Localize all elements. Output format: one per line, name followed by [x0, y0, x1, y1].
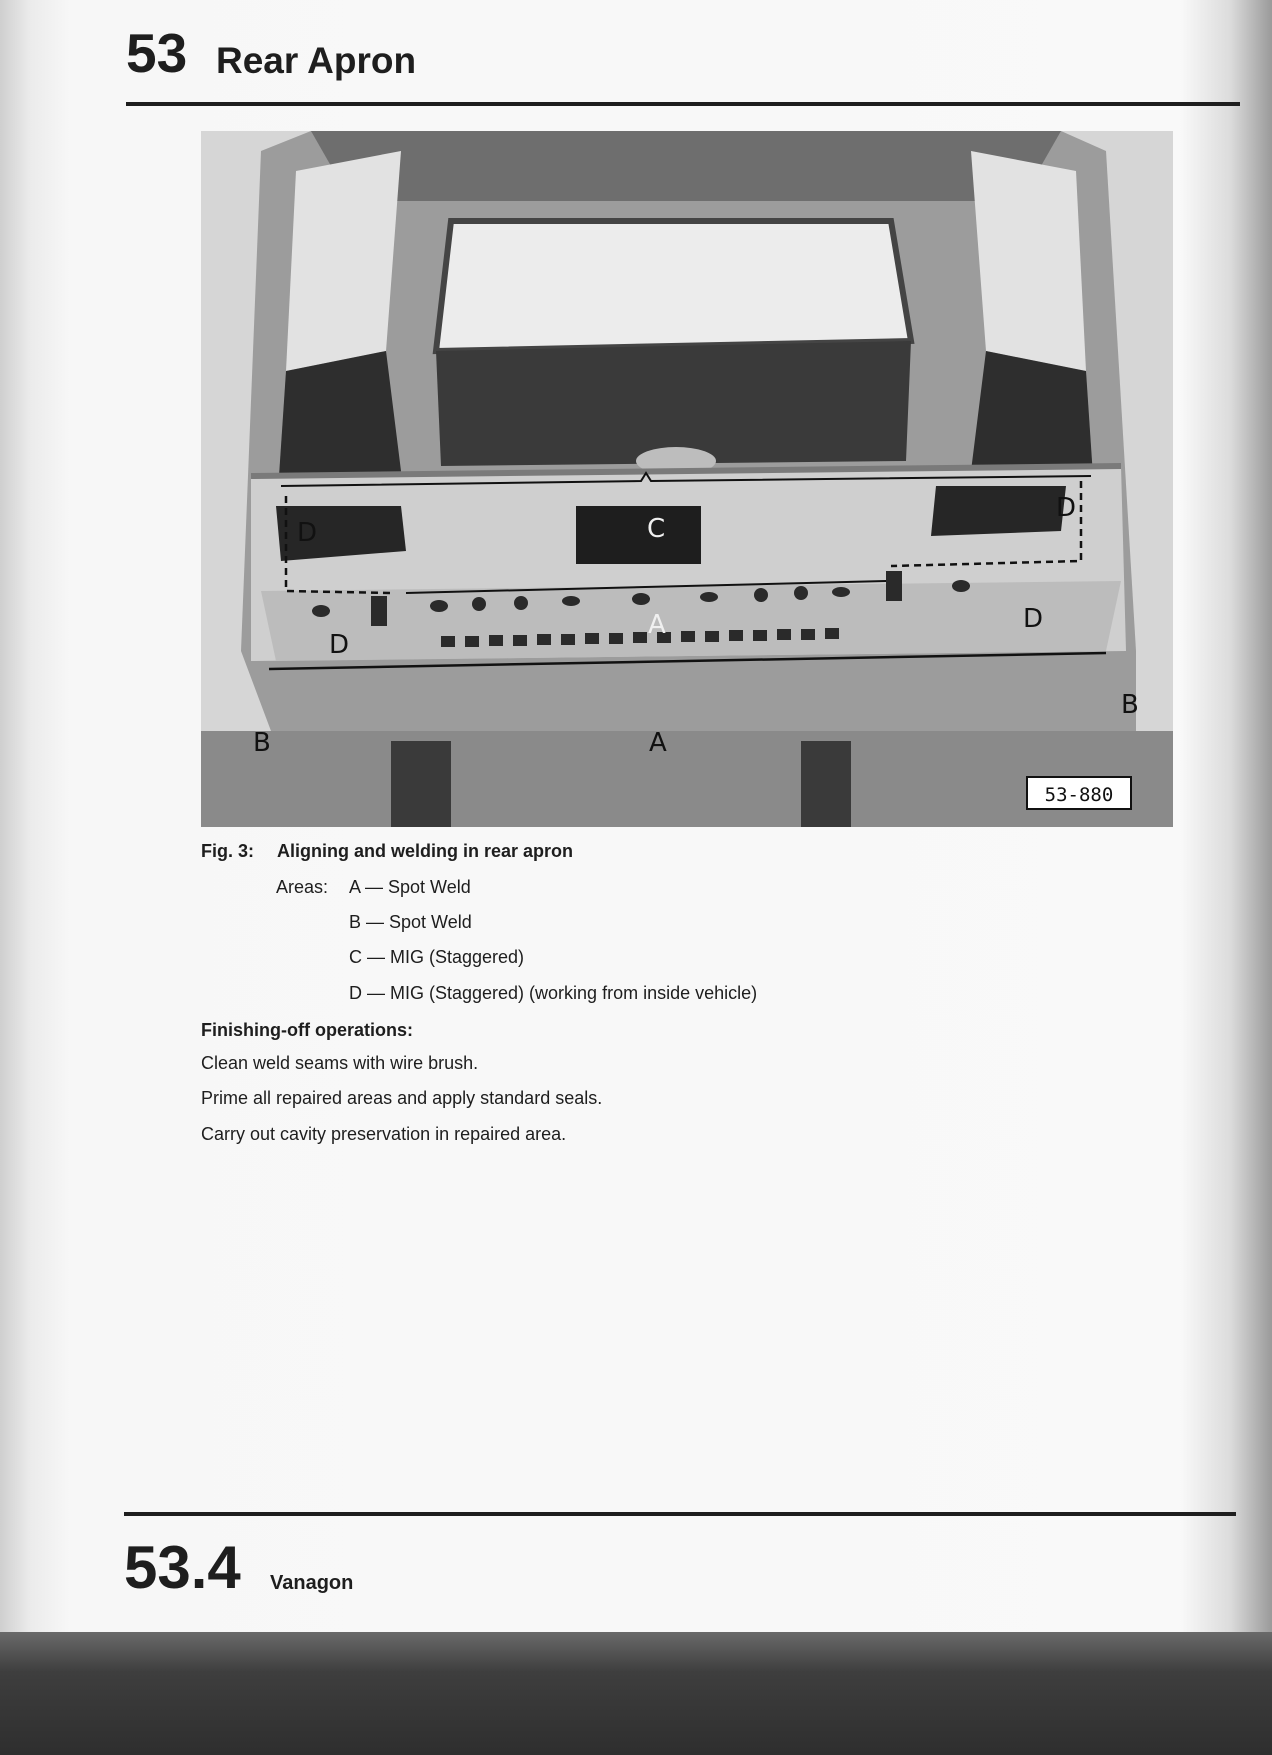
model-name: Vanagon: [270, 1572, 354, 1594]
label-a-upper: A: [648, 610, 666, 640]
label-a-lower: A: [649, 728, 667, 758]
photo-code: 53-880: [1044, 784, 1114, 806]
finishing-heading: Finishing-off operations:: [201, 1020, 413, 1040]
section-number: 53: [126, 22, 188, 84]
label-d-lower-left: D: [329, 630, 350, 660]
scan-background: [0, 1632, 1272, 1755]
areas-label: Areas:: [276, 877, 329, 897]
footer-rule: [124, 1512, 1236, 1516]
finishing-step: Carry out cavity preservation in repaired area.: [201, 1124, 567, 1144]
area-item: B — Spot Weld: [349, 912, 472, 932]
area-item: C — MIG (Staggered): [349, 947, 525, 967]
label-d-lower-right: D: [1023, 604, 1044, 634]
page-number: 53.4: [124, 1534, 241, 1601]
label-b-right: B: [1121, 690, 1139, 720]
label-c: C: [647, 514, 666, 544]
label-b-left: B: [253, 728, 271, 758]
finishing-step: Clean weld seams with wire brush.: [201, 1053, 479, 1073]
section-title: Rear Apron: [216, 40, 417, 81]
label-d-left: D: [297, 518, 318, 548]
figure-number: Fig. 3:: [201, 841, 254, 861]
figure-title: Aligning and welding in rear apron: [277, 841, 574, 861]
label-d-right: D: [1056, 493, 1077, 523]
rear-apron-photo: [201, 131, 1173, 827]
area-item: A — Spot Weld: [349, 877, 471, 897]
area-item: D — MIG (Staggered) (working from inside vehicle): [349, 983, 758, 1003]
finishing-step: Prime all repaired areas and apply standard seals.: [201, 1088, 603, 1108]
header-rule: [126, 102, 1240, 106]
